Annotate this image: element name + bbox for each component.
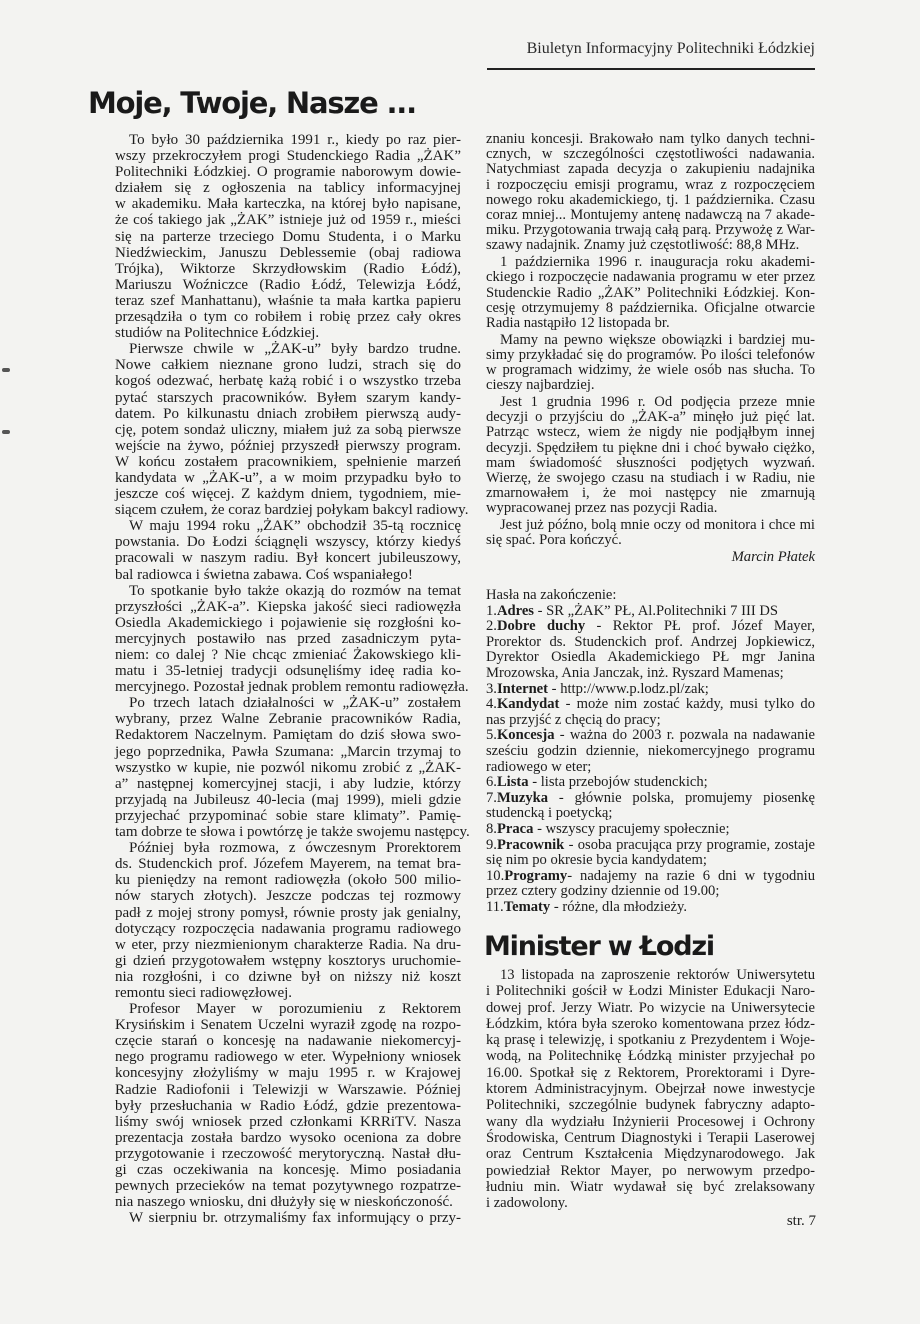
- item-term: Dobre duchy: [496, 618, 586, 635]
- text-line: powstania. Do Łodzi ściągnęli wszyscy, którzy kiedyś: [115, 534, 461, 551]
- text-line: [486, 760, 815, 776]
- text-line: nów starych złotych). Jeszcze podczas tej rozmowy: [115, 888, 461, 905]
- text-line: w akademiku. Mała karteczka, na której było napisane,: [115, 196, 461, 213]
- item-term: Kandydat: [496, 696, 560, 713]
- text-line: w programach widzimy, że wiele osób nas słucha. To: [486, 362, 815, 379]
- paragraph: [486, 255, 815, 331]
- paragraph: [486, 132, 815, 254]
- text-line: gi czas oczekiwania na koncesję. Mimo posiadania: [115, 1162, 461, 1178]
- text-line: wybrany, przez Walne Zebranie pracowników Radia,: [115, 711, 461, 728]
- paragraph: [486, 333, 815, 394]
- paragraph: [115, 582, 469, 696]
- text-line: dotyczący rozpoczęcia nadawania programu radiowego: [115, 920, 461, 937]
- text-line: się na parterze trzeciego Domu Studenta, i o Marku: [115, 228, 461, 245]
- text-line: ką prasę i telewizję, i spotkaniu z Prezydentem i Woje-: [486, 1032, 815, 1049]
- text-line: studiów na Politechnice Łódzkiej.: [115, 325, 320, 342]
- item-number: 5.: [486, 727, 497, 744]
- text-line: 16.00. Spotkał się z Rektorem, Prorektorami i Dyre-: [486, 1064, 815, 1081]
- item-number: 7.: [486, 789, 497, 806]
- text-line: Natychmiast zapada decyzja o zakupieniu nadajnika: [486, 161, 815, 178]
- text-line: Politechniki Łódzkiej. O programie naborowym dowie-: [115, 164, 461, 181]
- item-number: 6.: [486, 774, 497, 791]
- article-right-column: [486, 132, 815, 566]
- text-line: Jest 1 grudnia 1996 r. Od podjęcia przeze mnie: [500, 393, 815, 410]
- text-line: wany dla wydziału Inżynierii Procesowej i Ochrony: [486, 1113, 815, 1130]
- paragraph: [115, 132, 461, 341]
- text-line: działem się z ogłoszenia na tablicy informacyjnej: [115, 180, 461, 197]
- text-line: przyjechać przypominać sobie stare klimaty”. Pamię-: [115, 807, 461, 824]
- text-line: liśmy swój wniosek przed członkami KRRiTV. Nasza: [115, 1113, 461, 1130]
- text-line: coraz mniej... Montujemy antenę nadawczą na 7 akade-: [486, 207, 815, 224]
- item-term: Muzyka: [496, 789, 549, 806]
- text-line: [486, 900, 815, 916]
- text-line: ktorem Administracyjnym. Obejrzał nowe inwestycje: [486, 1081, 815, 1098]
- text-line: Trójka), Wiktorze Skrzydłowskim (Radio Łódź),: [115, 260, 461, 277]
- text-line: Osiedla Akademickiego i pojawienie się rozgłośni ko-: [115, 614, 461, 631]
- text-line: szawy nadajnik. Znamy już częstotliwość: 88,8 MHz.: [486, 237, 800, 254]
- text-line: się spać. Pora kończyć.: [486, 532, 622, 549]
- text-line: Radzie Radiofonii i Telewizji w Warszawie. Później: [115, 1081, 461, 1098]
- text-line: Politechniki, szczególnie budynek fabryczny adapto-: [486, 1097, 815, 1114]
- slogan-item: [486, 619, 815, 681]
- text-line: teraz szef Manhattanu), właśnie ta mała kartka papieru: [115, 292, 461, 309]
- slogan-item: [486, 604, 815, 620]
- item-term: Programy: [504, 867, 568, 884]
- item-text: - http://www.p.lodz.pl/zak;: [548, 680, 709, 697]
- text-line: dowej prof. Jerzy Wiatr. Po wizycie na Uniwersytecie: [486, 999, 815, 1016]
- text-line: [486, 682, 815, 698]
- text-line: mam świadomość słuszności podjętych wyzwań.: [486, 454, 815, 471]
- text-line: niem: co dalej ? Nie chcąc zmieniać Żakowskiego kli-: [115, 647, 461, 663]
- article-title: Moje, Twoje, Nasze ...: [88, 86, 416, 120]
- text-line: wszy przekroczyłem progi Studenckiego Radia „ŻAK”: [115, 148, 461, 165]
- text-line: [486, 713, 815, 729]
- text-line: [486, 697, 815, 713]
- item-text: - Rektor PŁ prof. Józef Mayer,: [585, 618, 816, 635]
- text-line: W końcu zostałem pracownikiem, spełnienie marzeń: [115, 453, 461, 470]
- text-line: [486, 728, 815, 744]
- text-line: Profesor Mayer w porozumieniu z Rektorem: [129, 1001, 461, 1018]
- item-text: - lista przebojów studenckich;: [528, 774, 708, 791]
- text-line: wypracowanej przez nas pozycji Radia.: [486, 500, 718, 517]
- text-line: oraz Centrum Kształcenia Międzynarodowego. Jak: [486, 1146, 815, 1163]
- item-term: Adres: [496, 602, 534, 619]
- text-line: łudniu min. Wiatr wydawał się być zrelaksowany: [486, 1178, 815, 1195]
- author-signature: Marcin Płatek: [731, 549, 815, 566]
- item-term: Praca: [496, 820, 534, 837]
- text-line: Studenckie Radio „ŻAK” Politechniki Łódzkiej. Kon-: [486, 284, 815, 301]
- article-left-column: [115, 132, 470, 1227]
- text-line: a” następnej komercyjnej stacji, i aby ludzie, którzy: [115, 775, 461, 792]
- text-line: i rozpoczęciu emisji programu, wraz z rozpoczęciem: [486, 176, 815, 193]
- item-text: się nim po okresie bycia kandydatem;: [486, 852, 707, 869]
- text-line: przyszłości „ŻAK-a”. Kiepska jakość sieci radiowęzła: [115, 598, 461, 615]
- slogans-heading: Hasła na zakończenie:: [486, 587, 617, 603]
- text-line: znaniu koncesji. Brakowało nam tylko danych techni-: [486, 131, 815, 147]
- item-text: Prorektor ds. Studenckich prof. Andrzej Jopkiewicz,: [486, 633, 815, 650]
- item-term: Pracownik: [496, 836, 565, 853]
- text-line: Mariuszu Woźniczce (Radio Łódź, Telewizja Łódź,: [115, 276, 461, 293]
- text-line: powiedział Rektor Mayer, po nerwowym przedpo-: [486, 1162, 815, 1179]
- slogan-item: [486, 682, 815, 698]
- text-line: W sierpniu br. otrzymaliśmy fax informujący o przy-: [129, 1210, 461, 1227]
- text-line: Nowe całkiem nieznane grono ludzi, strach się do: [115, 357, 461, 374]
- text-line: nego programu radiowego w eter. Wypełniony wniosek: [115, 1049, 461, 1066]
- text-line: Niedźwieckim, Januszu Deblessemie (obaj radiowa: [115, 244, 461, 261]
- text-line: przygotowanie i rzeczowość merytoryczną. Nastał dłu-: [115, 1145, 461, 1162]
- text-line: ku pieniędzy na remont radiowęzła (około 500 milio-: [115, 872, 461, 889]
- text-line: Mamy na pewno większe obowiązki i bardziej mu-: [500, 331, 815, 348]
- item-term: Lista: [496, 774, 529, 791]
- text-line: cieszy najbardziej.: [486, 377, 595, 394]
- text-line: [486, 822, 815, 838]
- item-text: - może nim zostać każdy, musi tylko do: [559, 696, 815, 713]
- text-line: pytać starszych pracowników. Byłem szarym kandy-: [115, 389, 461, 406]
- text-line: cję, potem sondaż uliczny, miałem już za sobą pierwsze: [115, 421, 461, 438]
- text-line: Później była rozmowa, z ówczesnym Prorektorem: [129, 840, 461, 857]
- text-line: [486, 838, 815, 854]
- text-line: kandydata w „ŻAK-u”, a w moim przypadku było to: [115, 469, 461, 486]
- article-minister-body: [486, 967, 815, 1211]
- text-line: prezentacja została bardzo wysoko oceniona za dobre: [115, 1129, 461, 1146]
- text-line: 1 października 1996 r. inauguracja roku akademi-: [500, 254, 815, 271]
- text-line: matu i 35-letniej tradycji odsunęliśmy ideę radia ko-: [115, 663, 461, 680]
- item-number: 11.: [486, 898, 504, 915]
- text-line: Radia nastąpiło 12 listopada br.: [486, 314, 670, 331]
- slogans-list: [486, 588, 815, 915]
- text-line: nowego roku akademickiego, tj. 1 października. Czasu: [486, 191, 815, 208]
- text-line: nia naszego wniosku, dni dłużyły się w nieskończoność.: [115, 1194, 453, 1211]
- item-text: Dyrektor Osiedla Akademickiego PŁ mgr Janina: [486, 649, 815, 666]
- text-line: że coś takiego jak „ŻAK” istnieje już od 1959 r., mieści: [115, 212, 461, 229]
- text-line: cznych, w szczególności częstotliwości nadawania.: [486, 146, 815, 163]
- item-number: 10.: [486, 867, 505, 884]
- paragraph: [486, 395, 815, 517]
- text-line: To spotkanie było także okazją do rozmów na temat: [129, 582, 461, 599]
- text-line: i zadowolony.: [486, 1195, 568, 1212]
- publication-title: Biuletyn Informacyjny Politechniki Łódzkiej: [526, 40, 815, 57]
- text-line: jego poprzednika, Pawła Szumana: „Marcin trzymaj to: [115, 743, 461, 760]
- text-line: [486, 604, 815, 620]
- text-line: padł z mojej strony pomysł, równie prosty jak genialny,: [115, 904, 461, 921]
- text-line: bal radiowca i świetna zabawa. Coś wspaniałego!: [115, 566, 413, 583]
- text-line: To było 30 października 1991 r., kiedy po raz pier-: [129, 132, 461, 148]
- text-line: pewnych przecieków na temat pozytywnego rozpatrze-: [115, 1178, 461, 1195]
- item-number: 2.: [486, 618, 497, 635]
- text-line: przesądziła o tym co robiłem i robię przez cały okres: [115, 309, 461, 326]
- text-line: W maju 1994 roku „ŻAK” obchodził 35-tą rocznicę: [129, 518, 461, 535]
- paragraph: [486, 967, 815, 1211]
- item-text: - SR „ŻAK” PŁ, Al.Politechniki 7 III DS: [533, 602, 779, 619]
- text-line: cesję otrzymujemy 8 października. Oficjalne otwarcie: [486, 299, 815, 316]
- paragraph: [115, 695, 470, 841]
- text-line: ckiego i rozpoczęcie nadawania programu w eter przez: [486, 269, 815, 286]
- text-line: 13 listopada na zaproszenie rektorów Uniwersytetu: [500, 967, 815, 983]
- text-line: simy przykładać się do programów. Po ilości telefonów: [486, 346, 815, 363]
- text-line: mercyjnego. Pozostał jednak problem remontu radiowęzła.: [115, 679, 469, 696]
- text-line: [486, 869, 815, 885]
- text-line: kogoś odezwać, herbatę każą robić i o wszystko trzeba: [115, 373, 461, 390]
- slogan-item: [486, 822, 815, 838]
- slogan-item: [486, 697, 815, 728]
- text-line: Wierzę, że swojego czasu na studiach i w Radiu, nie: [486, 469, 815, 486]
- text-line: Łódzkim, która była szeroko komentowana przez łódz-: [486, 1015, 815, 1032]
- item-number: 4.: [486, 696, 497, 713]
- item-text: - ważna do 2003 r. pozwala na nadawanie: [554, 727, 815, 744]
- text-line: częcie starań o koncesję na nadawanie niekomercyj-: [115, 1033, 461, 1050]
- text-line: [486, 635, 815, 651]
- slogan-item: [486, 869, 815, 900]
- paragraph: [486, 518, 815, 548]
- text-line: siącem czułem, że coraz bardziej połykam bakcyl radiowy.: [115, 502, 469, 519]
- paragraph: [115, 1001, 461, 1210]
- header-rule: [487, 68, 815, 70]
- text-line: [486, 806, 815, 822]
- text-line: mercyjnych postawiło nas przed zasadniczym pyta-: [115, 630, 461, 647]
- slogan-item: [486, 838, 815, 869]
- text-line: remontu sieci radiowęzłowej.: [115, 984, 293, 1001]
- text-line: decyzji o przyjściu do „ŻAK-a” minęło już pięć lat.: [486, 409, 815, 426]
- slogan-item: [486, 900, 815, 916]
- text-line: [486, 775, 815, 791]
- item-text: - osoba pracująca przy programie, zostaje: [564, 836, 815, 853]
- text-line: Krysińskim i Senatem Uczelni wyraził zgodę na rozpo-: [115, 1017, 461, 1034]
- text-line: [486, 884, 815, 900]
- text-line: koncesyjny złożyliśmy w maju 1995 r. w Krajowej: [115, 1065, 461, 1082]
- paragraph: [115, 1210, 461, 1226]
- item-text: radiowego w eter;: [486, 758, 592, 775]
- slogan-item: [486, 775, 815, 791]
- item-text: nas przyjść z chęcią do pracy;: [486, 711, 661, 728]
- slogan-item: [486, 791, 815, 822]
- text-line: Pierwsze chwile w „ŻAK-u” były bardzo trudne.: [129, 341, 461, 358]
- text-line: wejście na żywo, później przyszedł pierwszy program.: [115, 437, 461, 454]
- item-term: Tematy: [503, 898, 551, 915]
- page-number: str. 7: [786, 1213, 816, 1229]
- text-line: Jest już późno, bolą mnie oczy od monitora i chce mi: [500, 517, 815, 534]
- text-line: [486, 650, 815, 666]
- binding-mark: [2, 368, 10, 372]
- binding-mark: [2, 430, 10, 434]
- text-line: były przesłuchania w Radio Łódź, gdzie prezentowa-: [115, 1097, 461, 1114]
- item-text: - wszyscy pracujemy społecznie;: [533, 820, 730, 837]
- text-line: pracowali w naszym radiu. Był koncert jubileuszowy,: [115, 550, 461, 567]
- item-number: 8.: [486, 820, 497, 837]
- text-line: nia rozgłośni, i co dziwne był on niższy niż koszt: [115, 968, 461, 985]
- text-line: Środowiska, Centrum Diagnostyki i Terapii Laserowej: [486, 1129, 815, 1146]
- paragraph: [115, 840, 461, 1001]
- item-text: studencką i poetycką;: [486, 805, 613, 822]
- text-line: gi dzień przygotowałem wstępny kosztorys uruchomie-: [115, 952, 461, 969]
- text-line: miku. Przygotowania trwają całą parą. Przywożę z War-: [486, 222, 815, 239]
- text-line: wszystko w kupie, nie pozwól nikomu zrobić z „ŻAK-: [115, 759, 461, 776]
- slogan-item: [486, 728, 815, 775]
- text-line: tam dobrze te słowa i powtórzę je także swojemu następcy.: [115, 824, 470, 841]
- text-line: Patrząc wstecz, wiem że nigdy nie podjąłbym innej: [486, 424, 815, 441]
- item-text: sześciu godzin dziennie, niekomercyjnego programu: [486, 742, 815, 759]
- article-title-minister: Minister w Łodzi: [484, 931, 714, 962]
- text-line: [486, 666, 815, 682]
- item-text: - różne, dla młodzieży.: [550, 898, 688, 915]
- text-line: decyzji. Spędziłem tu piękne dni i choć bywało ciężko,: [486, 439, 815, 456]
- text-line: przyjadą na Jubileusz 40-lecia (maj 1999), mieli gdzie: [115, 791, 461, 808]
- item-number: 9.: [486, 836, 497, 853]
- text-line: w eter, przy niezmienionym charakterze Radia. Na dru-: [115, 936, 461, 953]
- item-term: Internet: [496, 680, 549, 697]
- text-line: ds. Studenckich prof. Józefem Mayerem, na temat bra-: [115, 856, 461, 873]
- text-line: [486, 744, 815, 760]
- text-line: Po trzech latach działalności w „ŻAK-u” zostałem: [129, 695, 461, 712]
- item-term: Koncesja: [496, 727, 555, 744]
- text-line: wodą, na Politechnikę Łódzką minister przyjechał po: [486, 1048, 815, 1065]
- text-line: zmarnowałem i, że moi następcy nie zmarnują: [486, 485, 815, 502]
- text-line: [486, 619, 815, 635]
- item-number: 1.: [486, 602, 497, 619]
- text-line: i Politechniki gościł w Łodzi Minister Edukacji Naro-: [486, 983, 815, 1000]
- item-number: 3.: [486, 680, 497, 697]
- item-text: - głównie polska, promujemy piosenkę: [548, 789, 815, 806]
- item-text: - nadajemy na razie 6 dni w tygodniu: [567, 867, 815, 884]
- text-line: [486, 791, 815, 807]
- text-line: Redaktorem Naczelnym. Pamiętam do dziś słowa swo-: [115, 727, 461, 744]
- text-line: datem. Po kilkunastu dniach zrobiłem pierwszą audy-: [115, 405, 461, 422]
- paragraph: [115, 341, 469, 519]
- text-line: jeszcze coś więcej. Z każdym dniem, tygodniem, mie-: [115, 486, 461, 503]
- item-text: przez cztery godziny dziennie od 19.00;: [486, 883, 720, 900]
- item-text: Mrozowska, Ania Janczak, inż. Ryszard Mamenas;: [486, 664, 784, 681]
- paragraph: [115, 518, 461, 582]
- text-line: [486, 853, 815, 869]
